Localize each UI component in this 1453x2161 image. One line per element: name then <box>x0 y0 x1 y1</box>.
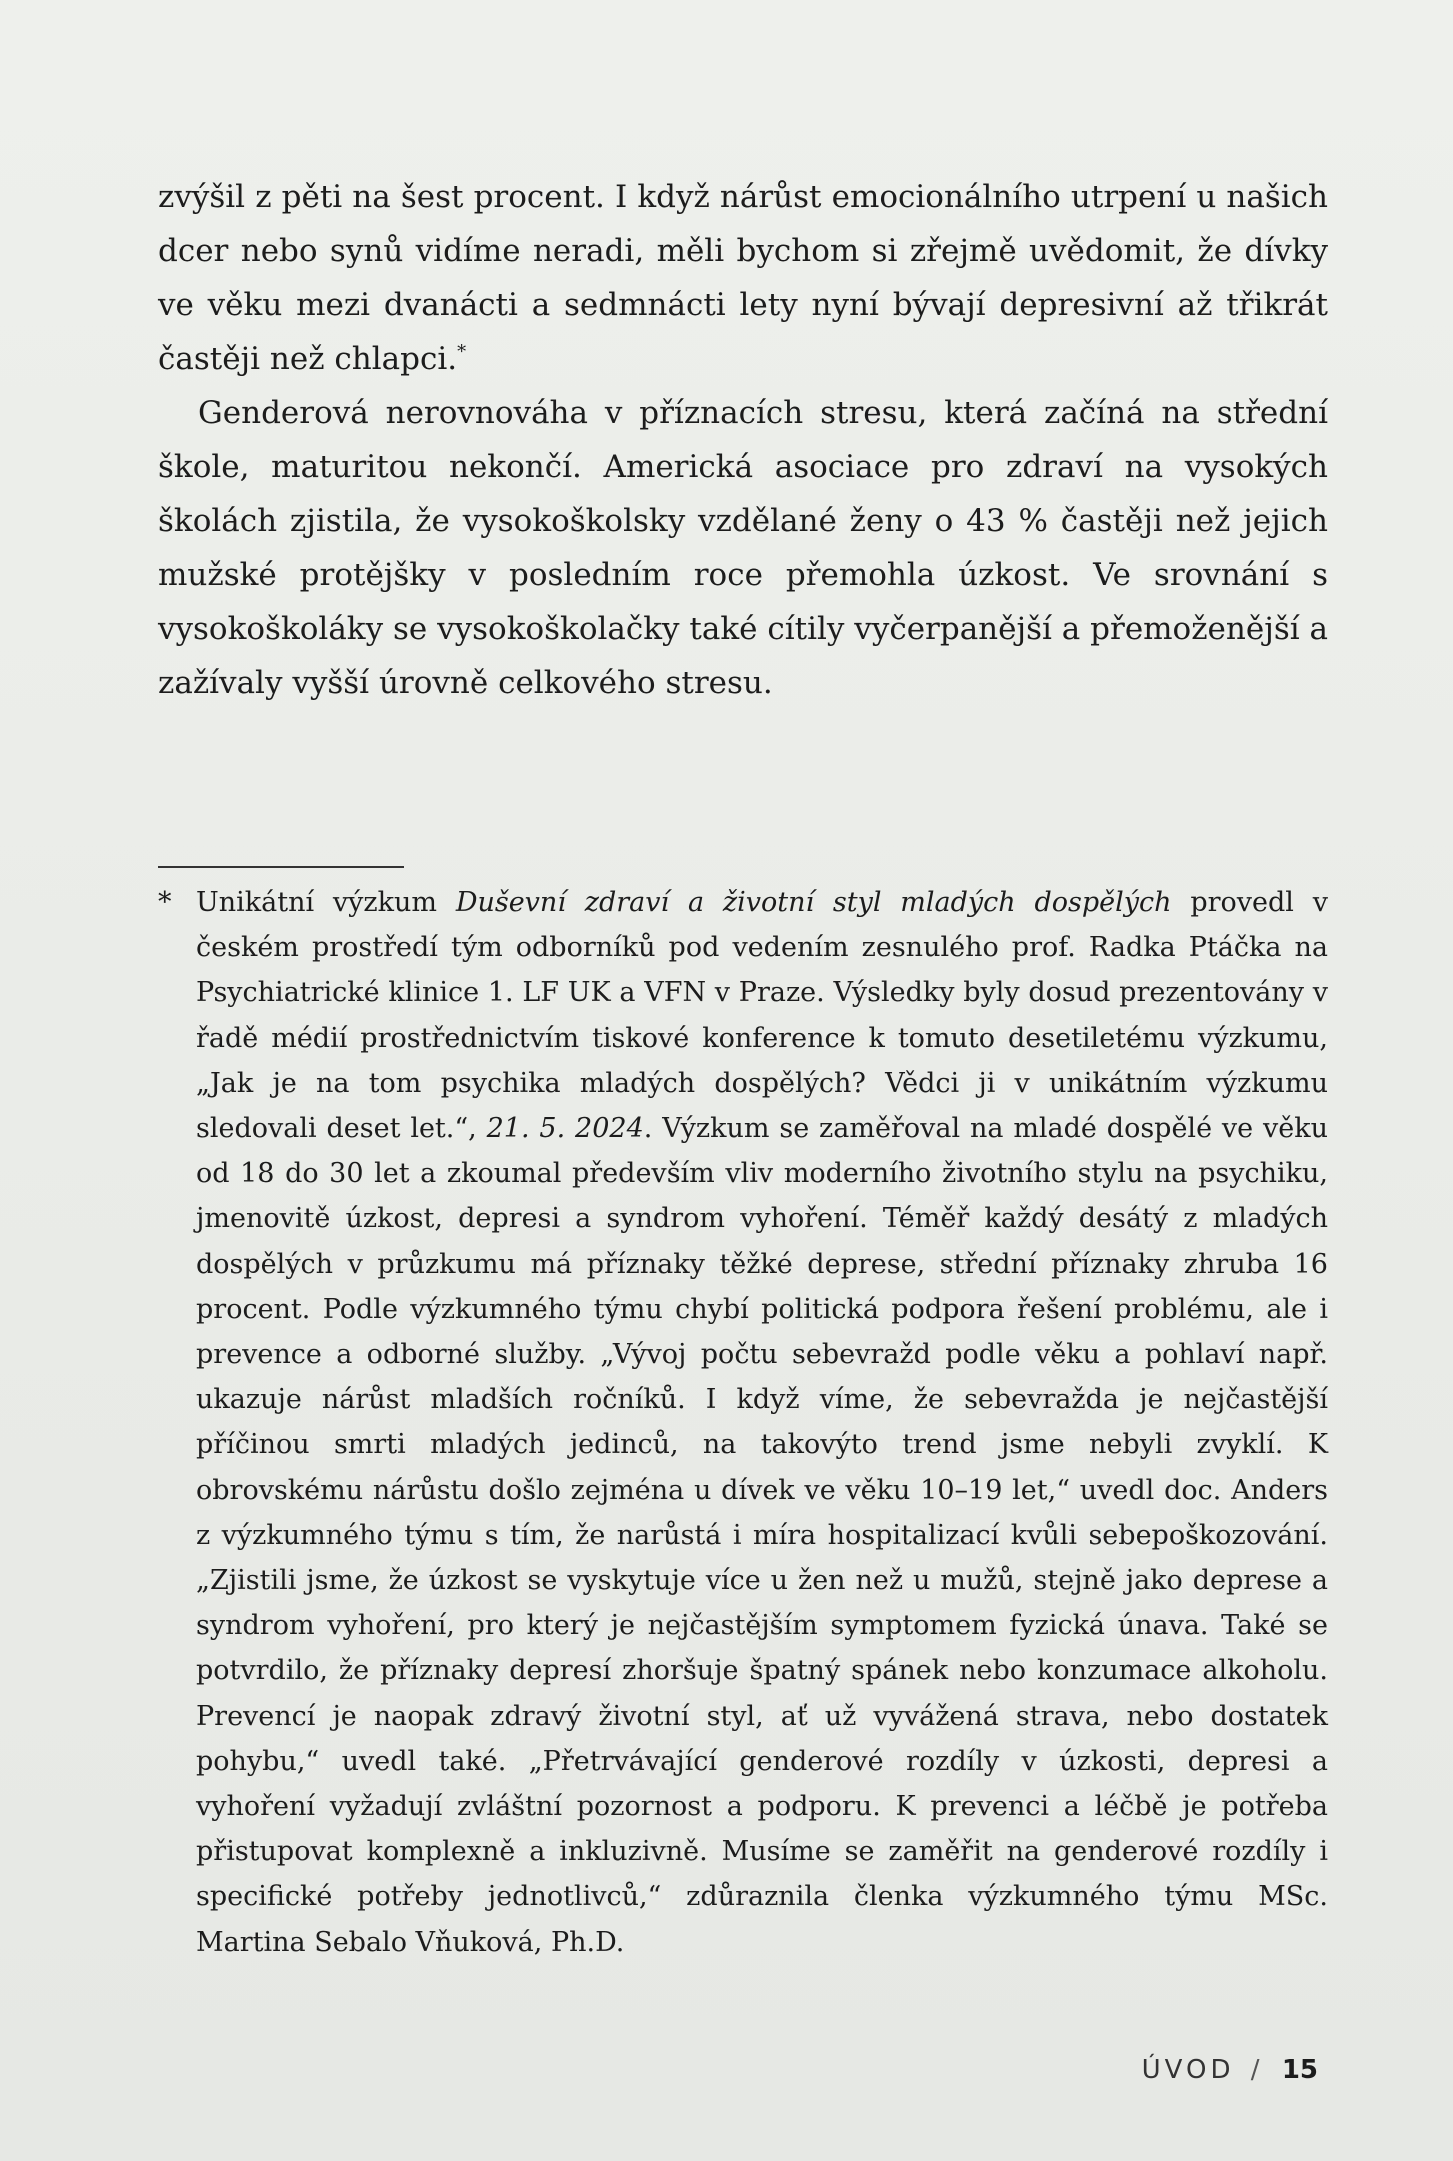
footnote-text-a: provedl v českém prostředí tým odborníků pod vedením zesnulého prof. Radka Ptáčka na Psychiatrické klinice 1. LF UK a VFN v Praze. Výsledky byly dosud prezentovány v řadě médií prostřednictvím tiskové konference k tomuto desetiletému výzkumu, „Jak je na tom psychika mladých dospělých? Vědci ji v unikátním výzkumu sledovali deset let.“, <box>196 887 1328 1145</box>
footnote-date: 21. 5. 2024 <box>486 1113 644 1145</box>
footnote-divider <box>158 866 404 868</box>
page-number: 15 <box>1281 2055 1318 2085</box>
footer-separator: / <box>1250 2055 1260 2085</box>
footnote-marker: * <box>158 887 172 918</box>
paragraph-2: Genderová nerovnováha v příznacích stresu, která začíná na střední škole, maturitou nekončí. Americká asociace pro zdraví na vysokých školách zjistila, že vysokoškolsky vzdělané ženy o 43 % častěji než jejich mužské protějšky v posledním roce přemohla úzkost. Ve srovnání s vysokoškoláky se vysokoškolačky také cítily vyčerpanější a přemoženější a zažívaly vyšší úrovně celkového stresu. <box>158 395 1328 701</box>
footnote-text-b: . Výzkum se zaměřoval na mladé dospělé ve věku od 18 do 30 let a zkoumal především vliv moderního životního stylu na psychiku, jmenovitě úzkost, depresi a syndrom vyhoření. Téměř každý desátý z mladých dospělých v průzkumu má příznaky těžké deprese, střední příznaky zhruba 16 procent. Podle výzkumného týmu chybí politická podpora řešení problému, ale i prevence a odborné služby. „Vývoj počtu sebevražd podle věku a pohlaví např. ukazuje nárůst mladších ročníků. I když víme, že sebevražda je nejčastější příčinou smrti mladých jedinců, na takovýto trend jsme nebyli zvyklí. K obrovskému nárůstu došlo zejména u dívek ve věku 10–19 let,“ uvedl doc. Anders z výzkumného týmu s tím, že narůstá i míra hospitalizací kvůli sebepoškozování. „Zjistili jsme, že úzkost se vyskytuje více u žen než u mužů, stejně jako deprese a syndrom vyhoření, pro který je nejčastějším symptomem fyzická únava. Také se potvrdilo, že příznaky depresí zhoršuje špatný spánek nebo konzumace alkoholu. Prevencí je naopak zdravý životní styl, ať už vyvážená strava, nebo dostatek pohybu,“ uvedl také. „Přetrvávající genderové rozdíly v úzkosti, depresi a vyhoření vyžadují zvláštní pozornost a podporu. K prevenci a léčbě je potřeba přistupovat komplexně a inkluzivně. Musíme se zaměřit na genderové rozdíly i specifické potřeby jednotlivců,“ zdůraznila členka výzkumného týmu MSc. Martina Sebalo Vňuková, Ph.D. <box>196 1113 1329 1958</box>
footnote-lead: Unikátní výzkum <box>196 887 456 918</box>
section-name: ÚVOD <box>1141 2055 1235 2085</box>
footnote-body <box>196 880 1328 1965</box>
running-footer <box>1142 2055 1318 2085</box>
paragraph-1 <box>158 170 1328 386</box>
body-text <box>158 170 1328 710</box>
footnote-reference-marker: * <box>457 341 467 363</box>
study-title: Duševní zdraví a životní styl mladých dospělých <box>455 887 1172 918</box>
paragraph-1-text: zvýšil z pěti na šest procent. I když nárůst emocionálního utrpení u našich dcer nebo synů vidíme neradi, měli bychom si zřejmě uvědomit, že dívky ve věku mezi dvanácti a sedmnácti lety nyní bývají depresivní až třikrát častěji než chlapci. <box>158 179 1328 377</box>
footnote <box>158 880 1328 1965</box>
